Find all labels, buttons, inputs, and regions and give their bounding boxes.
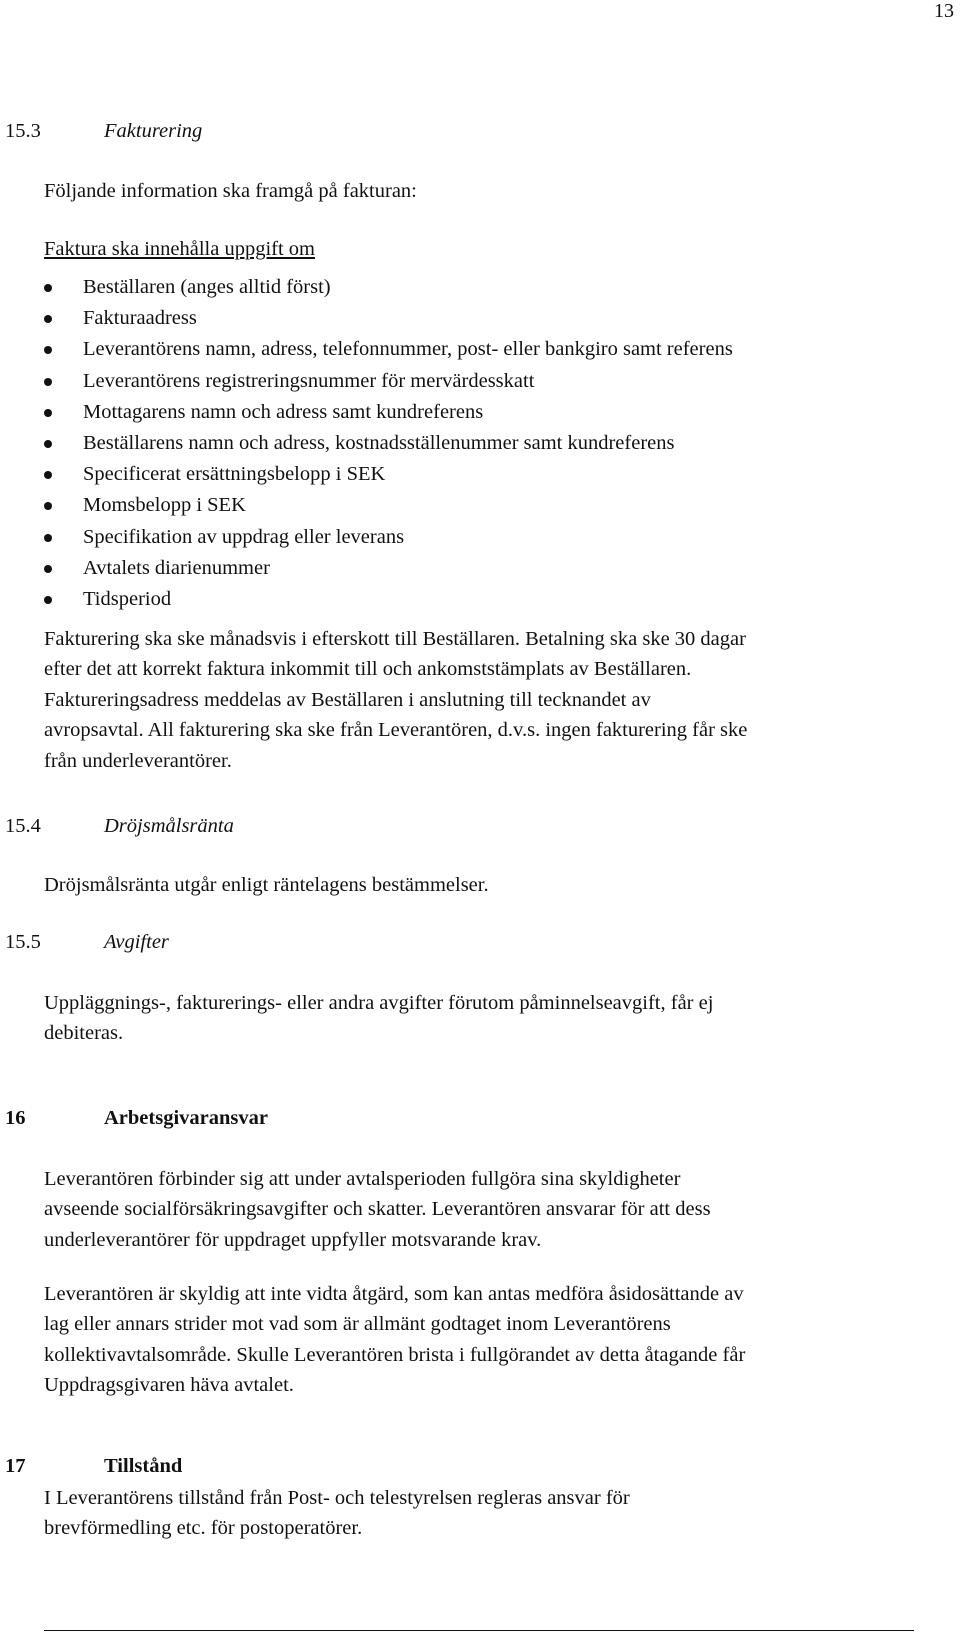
list-item-label: Tidsperiod bbox=[83, 587, 172, 610]
list-item bbox=[44, 334, 733, 365]
list-item-label: Beställaren (anges alltid först) bbox=[83, 276, 331, 298]
invoice-requirements-list bbox=[44, 272, 733, 615]
paragraph-line: lag eller annars strider mot vad som är allmänt godtaget inom Leverantörens bbox=[44, 1313, 671, 1336]
list-item-label: Momsbelopp i SEK bbox=[83, 494, 246, 517]
section-title-avgifter: Avgifter bbox=[104, 931, 169, 953]
bullet-icon bbox=[44, 534, 52, 542]
section-number-16: 16 bbox=[5, 1107, 26, 1129]
list-item-label: Specifikation av uppdrag eller leverans bbox=[83, 525, 405, 548]
list-item bbox=[44, 459, 733, 490]
employer-paragraph-2 bbox=[44, 1279, 956, 1401]
fees-paragraph bbox=[44, 988, 956, 1049]
late-interest-text: Dröjsmålsränta utgår enligt räntelagens bestämmelser. bbox=[44, 874, 489, 896]
paragraph-line: I Leverantörens tillstånd från Post- och telestyrelsen regleras ansvar för bbox=[44, 1487, 630, 1509]
list-item-label: Leverantörens registreringsnummer för mervärdesskatt bbox=[83, 369, 535, 392]
employer-paragraph-1 bbox=[44, 1164, 956, 1255]
paragraph-line: Faktureringsadress meddelas av Beställaren i anslutning till tecknandet av bbox=[44, 688, 651, 711]
paragraph-line: avseende socialförsäkringsavgifter och skatter. Leverantören ansvarar för att dess bbox=[44, 1198, 711, 1221]
paragraph-line: brevförmedling etc. för postoperatörer. bbox=[44, 1517, 363, 1540]
section-title-arbetsgivaransvar: Arbetsgivaransvar bbox=[104, 1107, 268, 1129]
list-item-label: Leverantörens namn, adress, telefonnummer, post- eller bankgiro samt referens bbox=[83, 338, 733, 361]
intro-text: Följande information ska framgå på fakturan: bbox=[44, 180, 417, 202]
paragraph-line: Fakturering ska ske månadsvis i efterskott till Beställaren. Betalning ska ske 30 dagar bbox=[44, 628, 746, 650]
bullet-icon bbox=[44, 502, 52, 510]
bullet-icon bbox=[44, 409, 52, 417]
list-item-label: Fakturaadress bbox=[83, 307, 197, 330]
section-number-15-3: 15.3 bbox=[5, 120, 41, 142]
paragraph-line: Uppdragsgivaren häva avtalet. bbox=[44, 1374, 294, 1397]
list-item bbox=[44, 522, 733, 553]
bullet-icon bbox=[44, 284, 52, 292]
list-item bbox=[44, 397, 733, 428]
list-item-label: Avtalets diarienummer bbox=[83, 556, 270, 579]
list-item bbox=[44, 366, 733, 397]
list-item-label: Mottagarens namn och adress samt kundreferens bbox=[83, 400, 484, 423]
bullet-icon bbox=[44, 440, 52, 448]
list-item bbox=[44, 553, 733, 584]
paragraph-line: från underleverantörer. bbox=[44, 749, 232, 772]
list-item bbox=[44, 272, 733, 303]
section-title-tillstand: Tillstånd bbox=[104, 1455, 183, 1477]
permit-paragraph bbox=[44, 1483, 956, 1544]
list-item bbox=[44, 490, 733, 521]
bullet-icon bbox=[44, 378, 52, 386]
section-number-17: 17 bbox=[5, 1455, 26, 1477]
paragraph-line: Leverantören är skyldig att inte vidta åtgärd, som kan antas medföra åsidosättande av bbox=[44, 1283, 744, 1305]
section-title-drojsmalsranta: Dröjsmålsränta bbox=[104, 815, 234, 837]
paragraph-line: efter det att korrekt faktura inkommit till och ankomststämplats av Beställaren. bbox=[44, 658, 692, 681]
bullet-icon bbox=[44, 471, 52, 479]
list-item bbox=[44, 303, 733, 334]
bullet-icon bbox=[44, 315, 52, 323]
list-heading: Faktura ska innehålla uppgift om bbox=[44, 238, 315, 260]
paragraph-line: kollektivavtalsområde. Skulle Leverantören brista i fullgörandet av detta åtagande får bbox=[44, 1343, 746, 1366]
list-item bbox=[44, 428, 733, 459]
list-item-label: Beställarens namn och adress, kostnadsställenummer samt kundreferens bbox=[83, 431, 675, 454]
bullet-icon bbox=[44, 596, 52, 604]
section-number-15-5: 15.5 bbox=[5, 931, 41, 953]
paragraph-line: Leverantören förbinder sig att under avtalsperioden fullgöra sina skyldigheter bbox=[44, 1168, 681, 1190]
list-item-label: Specificerat ersättningsbelopp i SEK bbox=[83, 463, 386, 486]
invoicing-paragraph bbox=[44, 624, 956, 776]
paragraph-line: avropsavtal. All fakturering ska ske från Leverantören, d.v.s. ingen fakturering får ske bbox=[44, 719, 748, 742]
bullet-icon bbox=[44, 346, 52, 354]
list-item bbox=[44, 584, 733, 615]
paragraph-line: debiteras. bbox=[44, 1022, 124, 1045]
footnote-divider bbox=[44, 1630, 914, 1631]
paragraph-line: Uppläggnings-, fakturerings- eller andra avgifter förutom påminnelseavgift, får ej bbox=[44, 992, 714, 1014]
bullet-icon bbox=[44, 565, 52, 573]
section-number-15-4: 15.4 bbox=[5, 815, 41, 837]
paragraph-line: underleverantörer för uppdraget uppfyller motsvarande krav. bbox=[44, 1228, 542, 1251]
page-number: 13 bbox=[934, 0, 954, 22]
section-title-fakturering: Fakturering bbox=[104, 120, 203, 142]
